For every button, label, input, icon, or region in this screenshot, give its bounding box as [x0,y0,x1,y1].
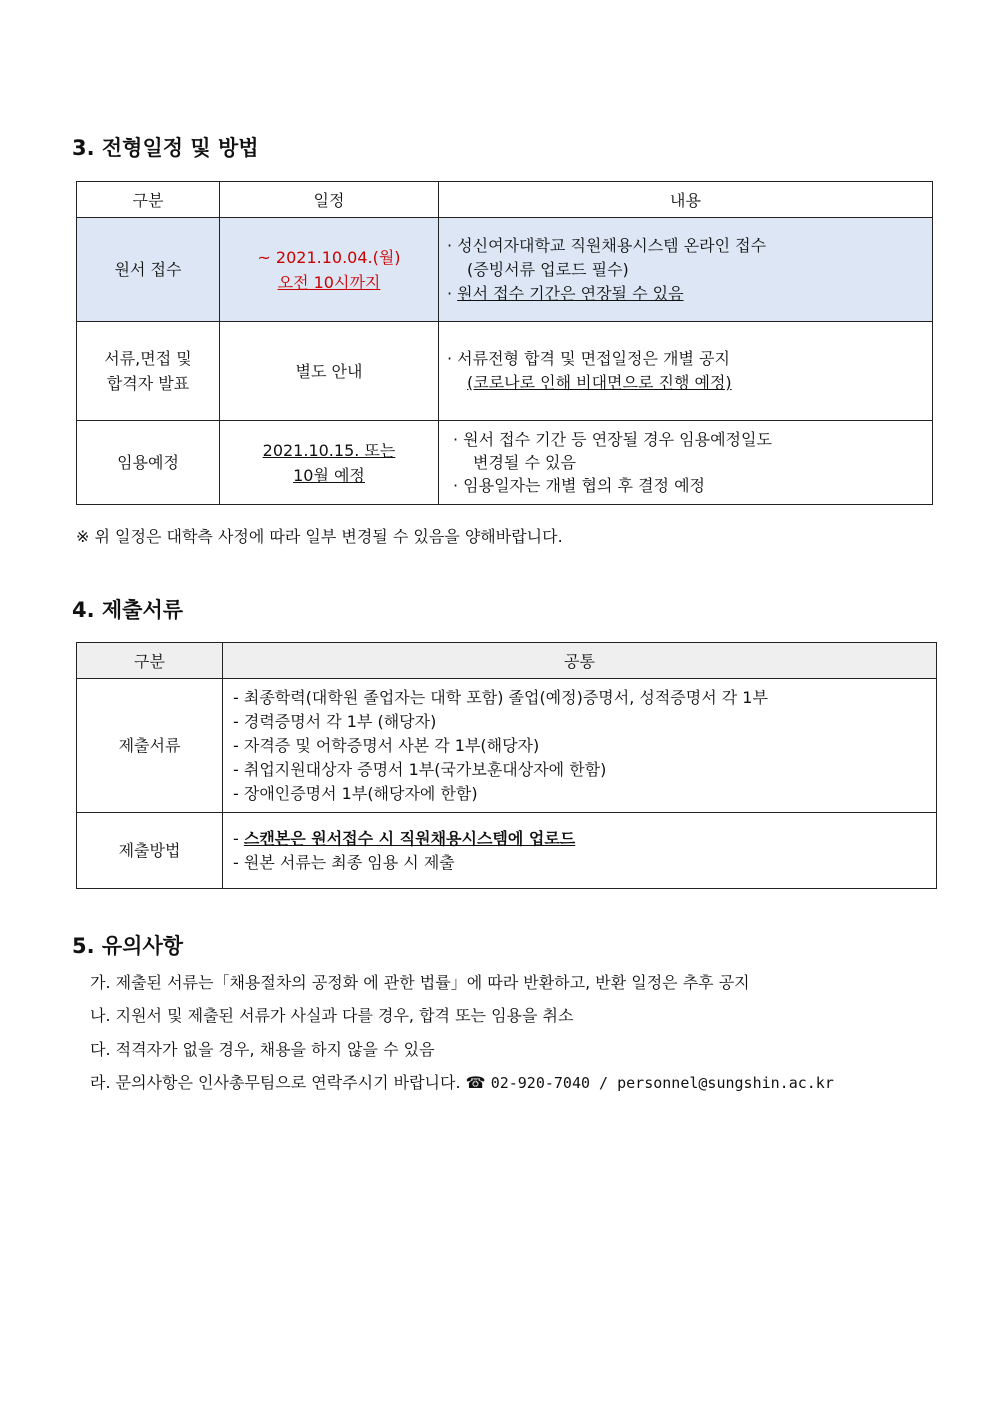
row-schedule: 별도 안내 [220,322,439,421]
table-row [77,813,937,889]
row-content [439,218,933,322]
notice-item [90,1070,834,1093]
notice-item: 나. 지원서 및 제출된 서류가 사실과 다를 경우, 합격 또는 임용을 취소 [90,1006,574,1025]
row-category: 서류,면접 및 합격자 발표 [77,322,220,421]
table-row [77,421,933,505]
row-schedule: 2021.10.15. 또는 10월 예정 [220,421,439,505]
col-header-category: 구분 [77,643,223,679]
list-item: - 경력증명서 각 1부 (해당자) [233,711,437,731]
col-header-category: 구분 [77,182,220,218]
col-header-schedule: 일정 [220,182,439,218]
documents-table [76,642,937,889]
row-content [223,813,937,889]
row-content [223,679,937,813]
row-category: 제출서류 [77,679,223,813]
list-item: - 자격증 및 어학증명서 사본 각 1부(해당자) [233,735,540,755]
row-category: 임용예정 [77,421,220,505]
col-header-common: 공통 [223,643,937,679]
phone-icon: ☎ [465,1073,486,1092]
section4-title: 4. 제출서류 [72,598,184,622]
deadline-time: 오전 10시까지 [277,272,381,292]
table-header-row [77,182,933,218]
contact-info: 02-920-7040 / personnel@sungshin.ac.kr [490,1074,834,1092]
col-header-content: 내용 [439,182,933,218]
table-header-row [77,643,937,679]
list-item: - 최종학력(대학원 졸업자는 대학 포함) 졸업(예정)증명서, 성적증명서 각 1부 [233,687,768,707]
row-category: 원서 접수 [77,218,220,322]
schedule-table [76,181,933,505]
row-category: 제출방법 [77,813,223,889]
content-line: · 원서 접수 기간 등 연장될 경우 임용예정일도 [453,430,772,449]
content-line: (코로나로 인해 비대면으로 진행 예정) [467,373,732,392]
list-item: - 장애인증명서 1부(해당자에 한함) [233,783,478,803]
content-line: · 서류전형 합격 및 면접일정은 개별 공지 [447,349,730,368]
list-item: - 스캔본은 원서접수 시 직원채용시스템에 업로드 [233,828,576,848]
schedule-note: ※ 위 일정은 대학측 사정에 따라 일부 변경될 수 있음을 양해바랍니다. [76,527,563,546]
list-item: - 취업지원대상자 증명서 1부(국가보훈대상자에 한함) [233,759,607,779]
row-schedule [220,218,439,322]
table-row [77,218,933,322]
row-content [439,421,933,505]
table-row [77,679,937,813]
notice-item: 가. 제출된 서류는「채용절차의 공정화 에 관한 법률」에 따라 반환하고, 반환 일정은 추후 공지 [90,973,750,992]
content-line: 변경될 수 있음 [473,453,576,472]
row-content [439,322,933,421]
list-item: - 원본 서류는 최종 임용 시 제출 [233,852,455,872]
deadline-date: ~ 2021.10.04.(월) [257,247,401,267]
content-line: · 원서 접수 기간은 연장될 수 있음 [447,283,684,303]
section3-title: 3. 전형일정 및 방법 [72,136,259,160]
contact-text: 라. 문의사항은 인사총무팀으로 연락주시기 바랍니다. [90,1073,461,1092]
content-line: (증빙서류 업로드 필수) [467,259,629,279]
notice-item: 다. 적격자가 없을 경우, 채용을 하지 않을 수 있음 [90,1040,435,1059]
section5-title: 5. 유의사항 [72,934,184,958]
content-line: · 성신여자대학교 직원채용시스템 온라인 접수 [447,235,767,255]
table-row [77,322,933,421]
content-line: · 임용일자는 개별 협의 후 결정 예정 [453,476,705,495]
